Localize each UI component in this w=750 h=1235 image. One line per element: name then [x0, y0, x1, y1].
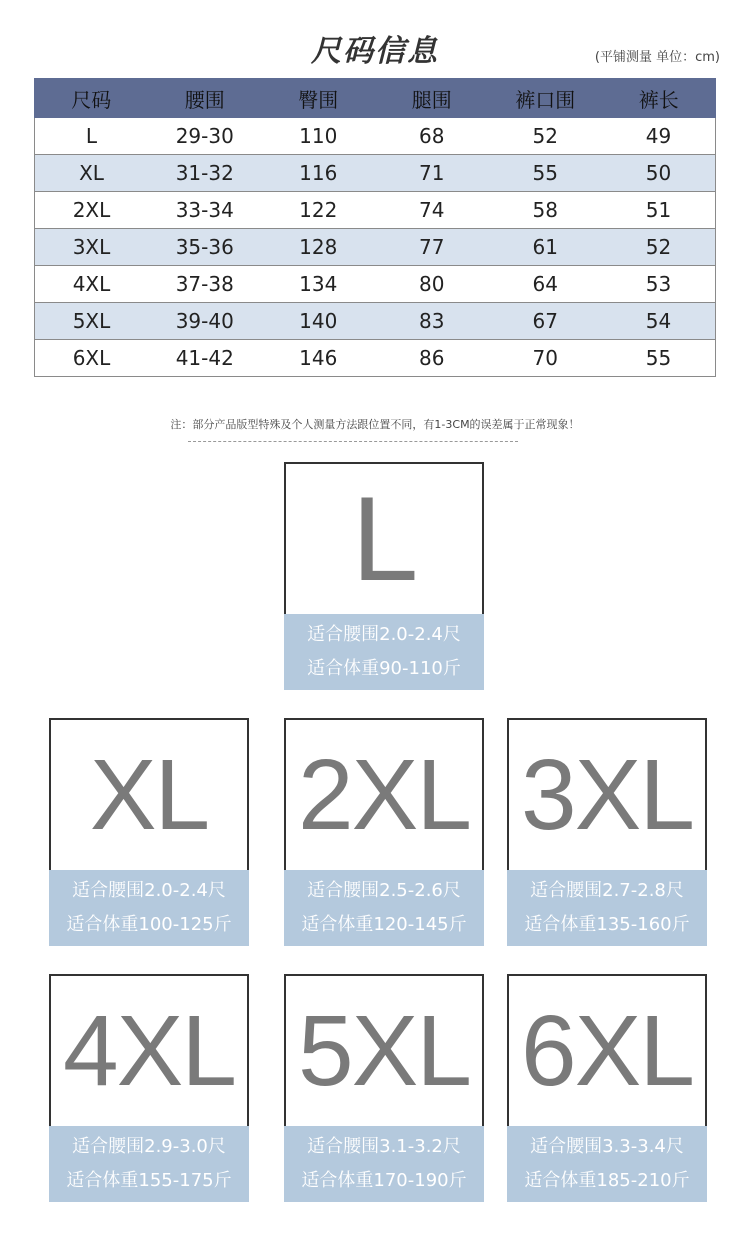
size-card-6xl: [507, 974, 707, 1202]
size-card-label: 2XL: [298, 739, 470, 851]
header-thigh: 腿围: [375, 79, 489, 118]
cell-thigh: 86: [375, 340, 489, 377]
table-row: [35, 118, 716, 155]
cell-size: 3XL: [35, 229, 149, 266]
cell-thigh: 74: [375, 192, 489, 229]
size-card-waist: 适合腰围2.5-2.6尺: [307, 880, 461, 901]
table-row: [35, 266, 716, 303]
size-card-box: [284, 974, 484, 1128]
size-card-4xl: [49, 974, 249, 1202]
cell-size: 5XL: [35, 303, 149, 340]
cell-waist: 31-32: [148, 155, 262, 192]
unit-note: (平铺测量 单位：cm): [594, 50, 720, 65]
cell-hip: 134: [262, 266, 376, 303]
cell-leg-opening: 55: [489, 155, 603, 192]
size-card-info: [49, 1126, 249, 1202]
cell-size: XL: [35, 155, 149, 192]
size-card-weight: 适合体重120-145斤: [301, 914, 467, 935]
size-card-info: [507, 870, 707, 946]
header-leg-opening: 裤口围: [489, 79, 603, 118]
cell-waist: 35-36: [148, 229, 262, 266]
size-card-weight: 适合体重185-210斤: [524, 1170, 690, 1191]
size-card-weight: 适合体重100-125斤: [66, 914, 232, 935]
cell-leg-opening: 64: [489, 266, 603, 303]
cell-leg-opening: 61: [489, 229, 603, 266]
size-card-info: [507, 1126, 707, 1202]
cell-size: 2XL: [35, 192, 149, 229]
size-card-info: [284, 1126, 484, 1202]
size-card-label: 4XL: [63, 995, 235, 1107]
cell-waist: 33-34: [148, 192, 262, 229]
cell-hip: 140: [262, 303, 376, 340]
size-table: [34, 78, 716, 377]
cell-leg-opening: 67: [489, 303, 603, 340]
size-card-box: [284, 462, 484, 616]
size-card-l: [284, 462, 484, 690]
cell-thigh: 83: [375, 303, 489, 340]
size-card-label: 5XL: [298, 995, 470, 1107]
cell-size: 4XL: [35, 266, 149, 303]
header-waist: 腰围: [148, 79, 262, 118]
size-card-weight: 适合体重170-190斤: [301, 1170, 467, 1191]
header-size: 尺码: [35, 79, 149, 118]
size-card-box: [284, 718, 484, 872]
size-card-waist: 适合腰围2.7-2.8尺: [530, 880, 684, 901]
page-title: 尺码信息: [311, 34, 439, 69]
size-card-label: L: [351, 472, 417, 606]
cell-thigh: 68: [375, 118, 489, 155]
header-hip: 臀围: [262, 79, 376, 118]
cell-waist: 29-30: [148, 118, 262, 155]
cell-length: 53: [602, 266, 716, 303]
cell-waist: 37-38: [148, 266, 262, 303]
table-row: [35, 192, 716, 229]
size-card-weight: 适合体重155-175斤: [66, 1170, 232, 1191]
size-card-xl: [49, 718, 249, 946]
size-card-weight: 适合体重90-110斤: [307, 658, 461, 679]
size-card-box: [49, 974, 249, 1128]
cell-length: 51: [602, 192, 716, 229]
table-header-row: [35, 79, 716, 118]
size-card-box: [507, 974, 707, 1128]
size-card-3xl: [507, 718, 707, 946]
cell-thigh: 71: [375, 155, 489, 192]
size-card-info: [284, 614, 484, 690]
size-card-waist: 适合腰围3.3-3.4尺: [530, 1136, 684, 1157]
cell-length: 50: [602, 155, 716, 192]
cell-thigh: 80: [375, 266, 489, 303]
cell-waist: 39-40: [148, 303, 262, 340]
header-length: 裤长: [602, 79, 716, 118]
size-card-waist: 适合腰围2.9-3.0尺: [72, 1136, 226, 1157]
size-card-5xl: [284, 974, 484, 1202]
size-card-weight: 适合体重135-160斤: [524, 914, 690, 935]
cell-waist: 41-42: [148, 340, 262, 377]
cell-size: 6XL: [35, 340, 149, 377]
table-row: [35, 340, 716, 377]
size-card-waist: 适合腰围3.1-3.2尺: [307, 1136, 461, 1157]
cell-hip: 146: [262, 340, 376, 377]
cell-length: 52: [602, 229, 716, 266]
cell-hip: 128: [262, 229, 376, 266]
cell-hip: 122: [262, 192, 376, 229]
cell-length: 55: [602, 340, 716, 377]
table-row: [35, 303, 716, 340]
cell-leg-opening: 58: [489, 192, 603, 229]
size-card-waist: 适合腰围2.0-2.4尺: [72, 880, 226, 901]
size-card-2xl: [284, 718, 484, 946]
cell-length: 54: [602, 303, 716, 340]
dashed-divider: [188, 441, 518, 442]
size-card-box: [49, 718, 249, 872]
cell-length: 49: [602, 118, 716, 155]
table-row: [35, 229, 716, 266]
table-row: [35, 155, 716, 192]
size-card-box: [507, 718, 707, 872]
cell-thigh: 77: [375, 229, 489, 266]
measurement-note: 注：部分产品版型特殊及个人测量方法跟位置不同，有1-3CM的误差属于正常现象！: [170, 418, 580, 431]
cell-size: L: [35, 118, 149, 155]
size-card-info: [284, 870, 484, 946]
cell-leg-opening: 70: [489, 340, 603, 377]
cell-leg-opening: 52: [489, 118, 603, 155]
size-card-info: [49, 870, 249, 946]
size-card-label: 6XL: [521, 995, 693, 1107]
cell-hip: 110: [262, 118, 376, 155]
size-card-waist: 适合腰围2.0-2.4尺: [307, 624, 461, 645]
size-card-label: 3XL: [521, 739, 693, 851]
size-card-label: XL: [89, 739, 209, 851]
cell-hip: 116: [262, 155, 376, 192]
